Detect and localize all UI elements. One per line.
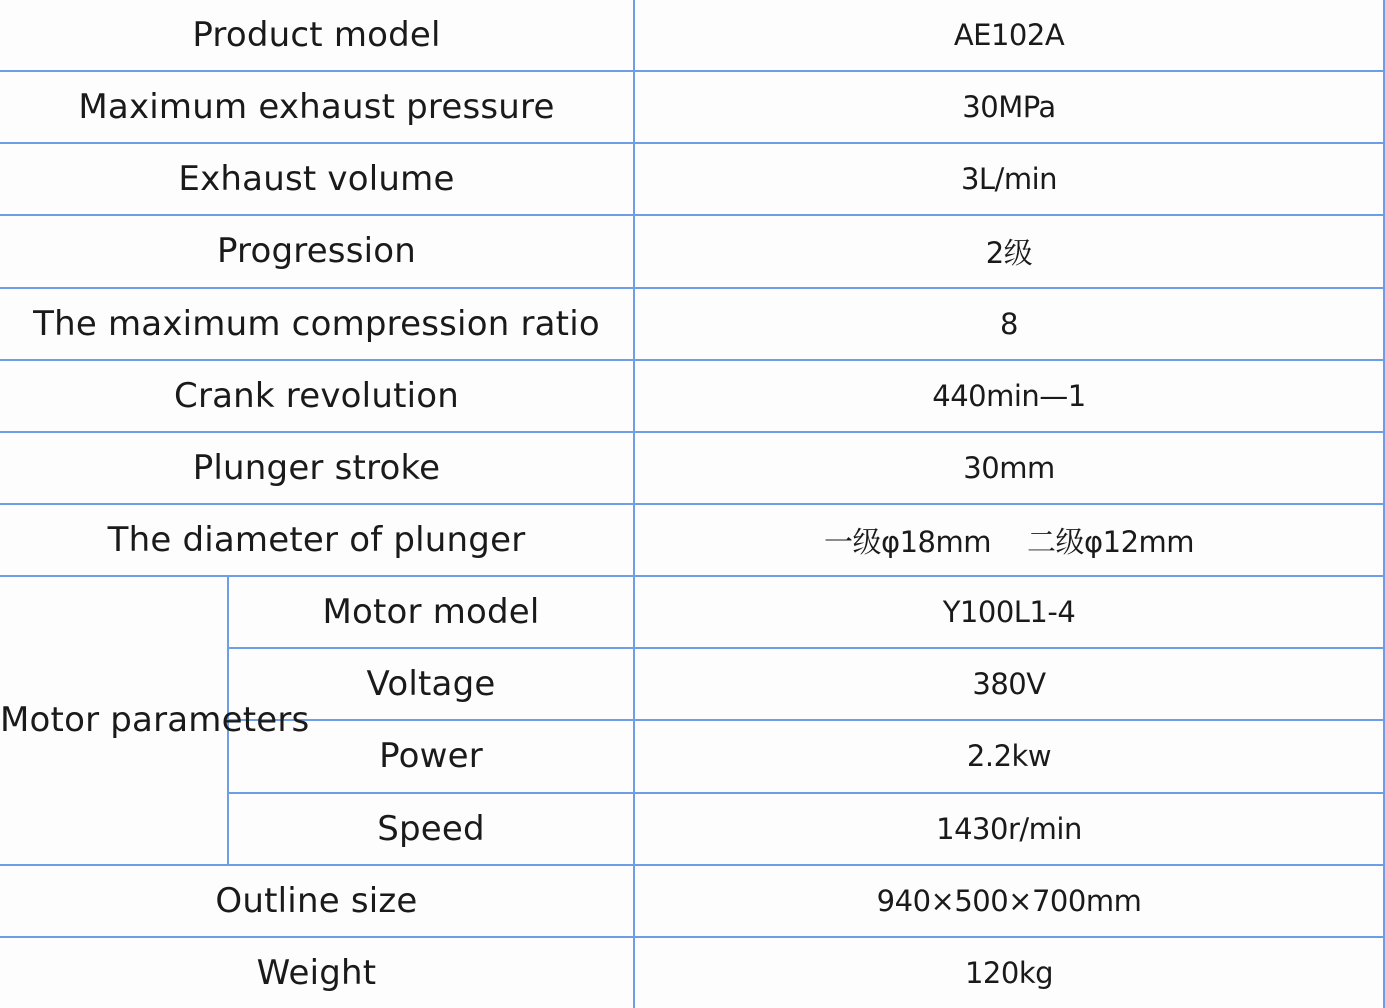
row-value: 1430r/min: [634, 793, 1384, 865]
row-label: Speed: [228, 793, 634, 865]
row-value: 8: [634, 288, 1384, 360]
row-value: 3L/min: [634, 143, 1384, 215]
row-label: Maximum exhaust pressure: [0, 71, 634, 143]
row-value: 30mm: [634, 432, 1384, 504]
table-row: [0, 288, 1384, 360]
row-value: [634, 504, 1384, 576]
table-row: [0, 937, 1384, 1008]
row-label: Plunger stroke: [0, 432, 634, 504]
table-row: [0, 71, 1384, 143]
row-value: 30MPa: [634, 71, 1384, 143]
row-value: 120kg: [634, 937, 1384, 1008]
row-label: Weight: [0, 937, 634, 1008]
row-label: Power: [228, 720, 634, 792]
row-value: 2.2kw: [634, 720, 1384, 792]
motor-group-label: Motor parameters: [0, 576, 228, 865]
table-row: [0, 504, 1384, 576]
row-label: Outline size: [0, 865, 634, 937]
row-value: AE102A: [634, 0, 1384, 71]
row-value: Y100L1-4: [634, 576, 1384, 648]
row-label: Motor model: [228, 576, 634, 648]
row-label: Product model: [192, 15, 441, 56]
row-label: The diameter of plunger: [0, 504, 634, 576]
row-label: Progression: [0, 215, 634, 287]
table-row: [0, 432, 1384, 504]
table-row: [0, 215, 1384, 287]
row-value: 440min—1: [634, 360, 1384, 432]
row-value: 940×500×700mm: [634, 865, 1384, 937]
row-value: 2级: [634, 215, 1384, 287]
row-label: The maximum compression ratio: [0, 288, 634, 360]
plunger-diameter-stage-1: 一级φ18mm: [823, 524, 991, 559]
plunger-diameter-stage-2: 二级φ12mm: [1027, 524, 1195, 559]
table-row: [0, 576, 1384, 648]
table-row: [0, 0, 1384, 71]
table-row: [0, 360, 1384, 432]
row-label: Crank revolution: [0, 360, 634, 432]
table-row: [0, 143, 1384, 215]
row-label: Exhaust volume: [0, 143, 634, 215]
table-row: [0, 865, 1384, 937]
row-value: 380V: [634, 648, 1384, 720]
row-label: Voltage: [228, 648, 634, 720]
